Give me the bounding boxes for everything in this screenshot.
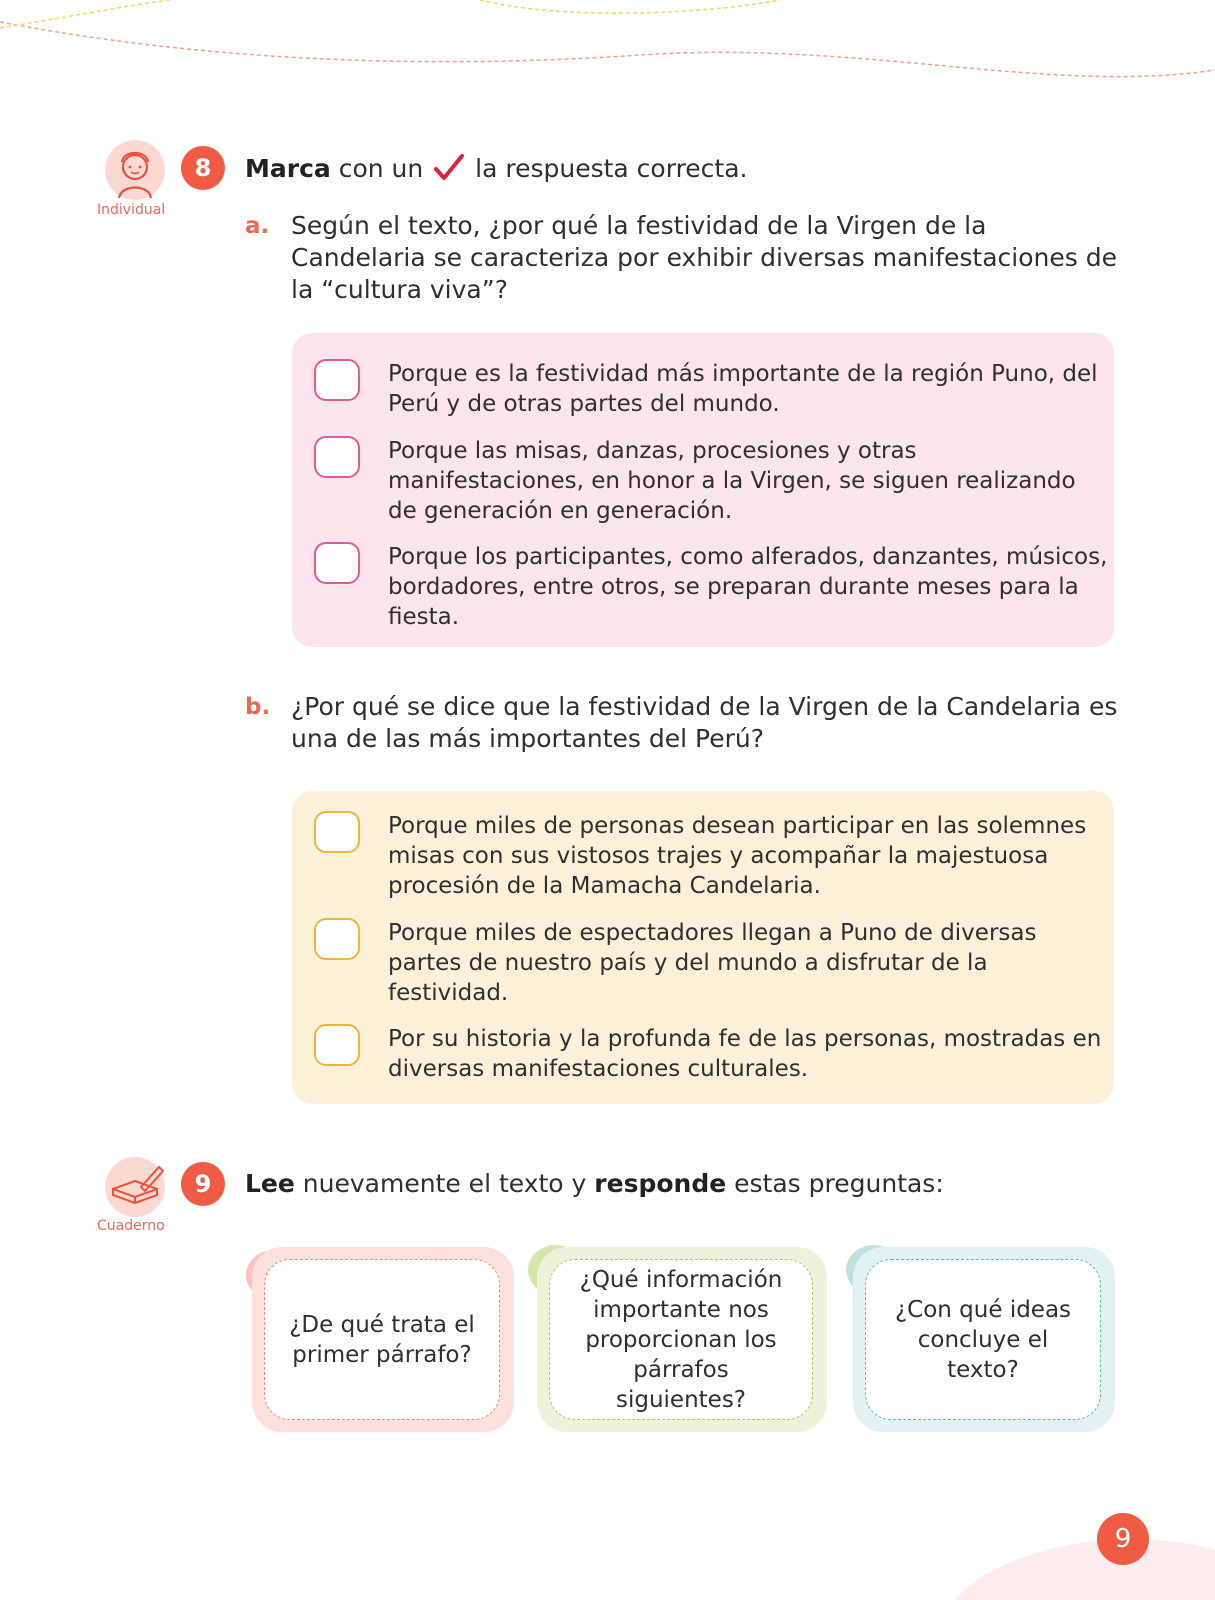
card-question: ¿Qué información importante nos proporcionan los párrafos siguientes? — [549, 1259, 813, 1420]
option-text: Porque los participantes, como alferados, danzantes, músicos, bordadores, entre otros, se preparan durante meses para la fiesta. — [388, 544, 1108, 630]
answer-checkbox[interactable] — [314, 436, 360, 478]
header-decoration — [0, 0, 1215, 120]
instruction-verb: Marca — [245, 154, 331, 183]
question-card — [853, 1247, 1115, 1432]
option-text: Porque miles de personas desean participar en las solemnes misas con sus vistosos trajes y acompañar la majestuosa procesión de la Mamacha Candelaria. — [388, 813, 1087, 899]
page-number: 9 — [1097, 1513, 1149, 1565]
activity-instruction — [245, 153, 748, 185]
notebook-icon — [105, 1157, 165, 1217]
instruction-text: nuevamente el texto y — [294, 1169, 595, 1198]
question-card — [537, 1247, 827, 1432]
options-panel — [292, 333, 1114, 647]
answer-option — [314, 1024, 1108, 1084]
answer-checkbox[interactable] — [314, 918, 360, 960]
answer-option — [314, 359, 1108, 419]
activity-mode-label: Individual — [97, 202, 166, 218]
individual-mode-icon — [105, 140, 165, 200]
check-icon — [433, 153, 465, 183]
answer-option — [314, 811, 1108, 901]
option-text: Porque es la festividad más importante de la región Puno, del Perú y de otras partes del mundo. — [388, 361, 1098, 417]
instruction-text: con un — [330, 154, 432, 183]
answer-checkbox[interactable] — [314, 1024, 360, 1066]
card-question: ¿Con qué ideas concluye el texto? — [865, 1259, 1101, 1420]
activity-instruction — [245, 1168, 944, 1200]
answer-option — [314, 436, 1108, 526]
activity-mode-label: Cuaderno — [97, 1218, 165, 1234]
student-icon — [105, 140, 165, 200]
notebook-mode-icon — [105, 1157, 165, 1217]
question-letter: a. — [245, 213, 270, 239]
card-question: ¿De qué trata el primer párrafo? — [264, 1259, 500, 1420]
footer-decoration — [0, 1500, 1215, 1600]
question-letter: b. — [245, 694, 271, 720]
instruction-verb: Lee — [245, 1169, 295, 1198]
option-text: Por su historia y la profunda fe de las personas, mostradas en diversas manifestaciones culturales. — [388, 1026, 1102, 1082]
instruction-text: estas preguntas: — [726, 1169, 944, 1198]
answer-option — [314, 542, 1108, 632]
option-text: Porque las misas, danzas, procesiones y otras manifestaciones, en honor a la Virgen, se siguen realizando de generación en generación. — [388, 438, 1076, 524]
question-card — [252, 1247, 514, 1432]
question-text: Según el texto, ¿por qué la festividad de la Virgen de la Candelaria se caracteriza por exhibir diversas manifestaciones de la “cultura viva”? — [291, 211, 1117, 304]
activity-number-badge: 8 — [181, 146, 225, 190]
option-text: Porque miles de espectadores llegan a Puno de diversas partes de nuestro país y del mundo a disfrutar de la festividad. — [388, 920, 1037, 1006]
instruction-text: la respuesta correcta. — [467, 154, 748, 183]
answer-checkbox[interactable] — [314, 359, 360, 401]
options-panel — [292, 791, 1114, 1104]
activity-number-badge: 9 — [181, 1162, 225, 1206]
question-text: ¿Por qué se dice que la festividad de la Virgen de la Candelaria es una de las más importantes del Perú? — [291, 692, 1118, 753]
answer-checkbox[interactable] — [314, 542, 360, 584]
instruction-verb: responde — [594, 1169, 727, 1198]
answer-checkbox[interactable] — [314, 811, 360, 853]
answer-option — [314, 918, 1108, 1008]
